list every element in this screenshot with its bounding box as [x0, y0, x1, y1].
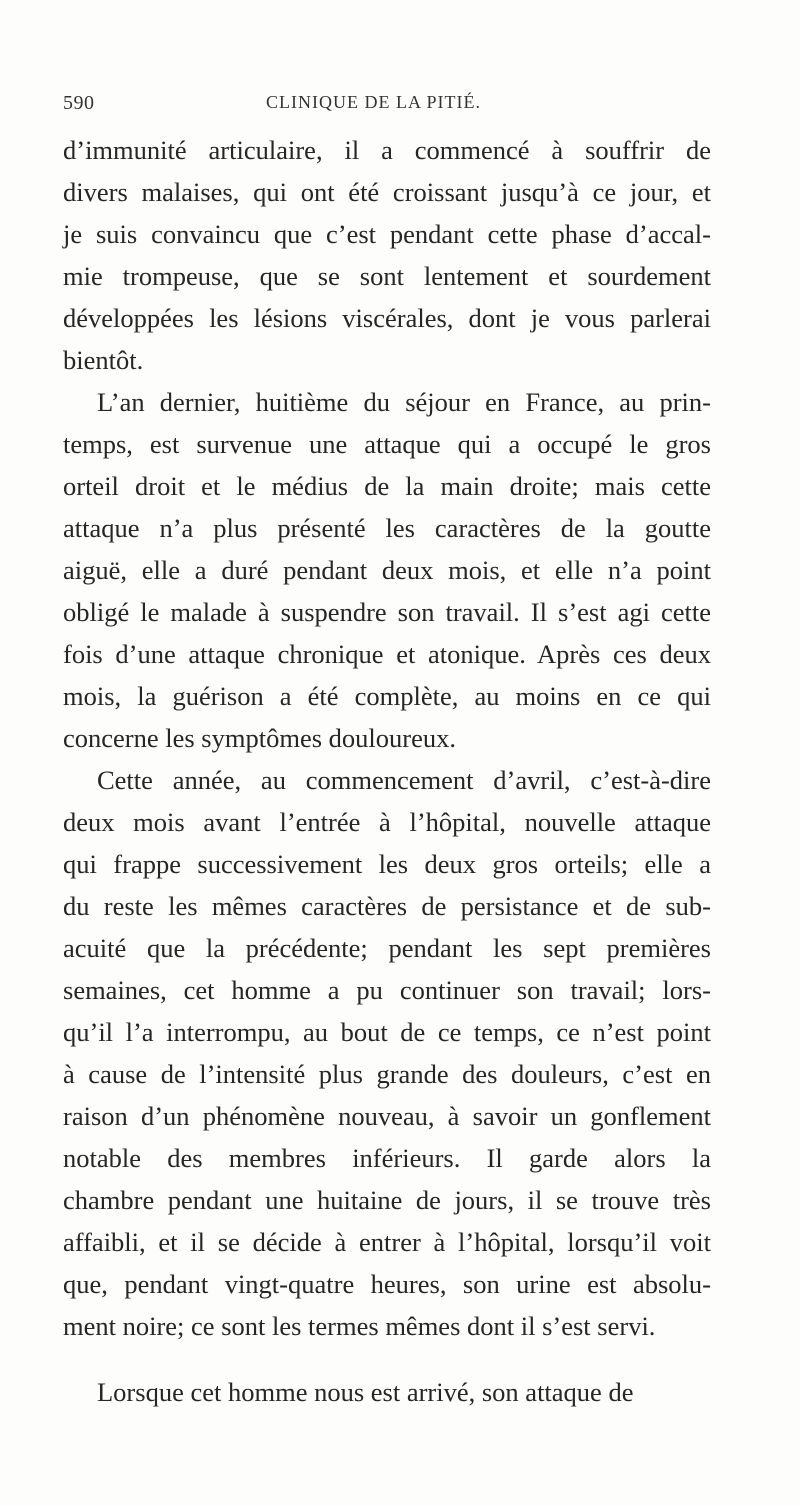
text-line: divers malaises, qui ont été croissant jusqu’à ce jour, et	[63, 177, 711, 207]
text-line: raison d’un phénomène nouveau, à savoir un gonflement	[63, 1101, 711, 1131]
text-line: orteil droit et le médius de la main droite; mais cette	[63, 471, 711, 501]
text-line: obligé le malade à suspendre son travail. Il s’est agi cette	[63, 597, 711, 627]
text-line: mie trompeuse, que se sont lentement et sourdement	[63, 261, 711, 291]
paragraph-start-line: Cette année, au commencement d’avril, c’est-à-dire	[97, 765, 711, 795]
text-line: je suis convaincu que c’est pendant cette phase d’accal-	[63, 219, 711, 249]
running-title: CLINIQUE DE LA PITIÉ.	[266, 92, 481, 112]
text-line: d’immunité articulaire, il a commencé à souffrir de	[63, 135, 711, 165]
text-line: qui frappe successivement les deux gros orteils; elle a	[63, 849, 711, 879]
paragraph-start-line: L’an dernier, huitième du séjour en France, au prin-	[97, 387, 711, 417]
text-line: attaque n’a plus présenté les caractères de la goutte	[63, 513, 711, 543]
text-line: concerne les symptômes douloureux.	[63, 723, 456, 753]
text-line: aiguë, elle a duré pendant deux mois, et elle n’a point	[63, 555, 711, 585]
text-line: deux mois avant l’entrée à l’hôpital, nouvelle attaque	[63, 807, 711, 837]
text-line: développées les lésions viscérales, dont je vous parlerai	[63, 303, 711, 333]
text-line: fois d’une attaque chronique et atonique. Après ces deux	[63, 639, 711, 669]
text-line: acuité que la précédente; pendant les sept premières	[63, 933, 711, 963]
text-line: chambre pendant une huitaine de jours, il se trouve très	[63, 1185, 711, 1215]
text-line: temps, est survenue une attaque qui a occupé le gros	[63, 429, 711, 459]
text-line: bientôt.	[63, 345, 144, 375]
text-line: notable des membres inférieurs. Il garde alors la	[63, 1143, 711, 1173]
text-line: ment noire; ce sont les termes mêmes dont il s’est servi.	[63, 1311, 656, 1341]
text-line: affaibli, et il se décide à entrer à l’hôpital, lorsqu’il voit	[63, 1227, 711, 1257]
text-line: qu’il l’a interrompu, au bout de ce temps, ce n’est point	[63, 1017, 711, 1047]
text-line: que, pendant vingt-quatre heures, son urine est absolu-	[63, 1269, 711, 1299]
paragraph-start-line: Lorsque cet homme nous est arrivé, son attaque de	[97, 1377, 634, 1407]
text-line: du reste les mêmes caractères de persistance et de sub-	[63, 891, 711, 921]
text-line: mois, la guérison a été complète, au moins en ce qui	[63, 681, 711, 711]
text-line: à cause de l’intensité plus grande des douleurs, c’est en	[63, 1059, 711, 1089]
running-head	[63, 92, 703, 122]
page-number: 590	[63, 92, 95, 114]
text-line: semaines, cet homme a pu continuer son travail; lors-	[63, 975, 711, 1005]
